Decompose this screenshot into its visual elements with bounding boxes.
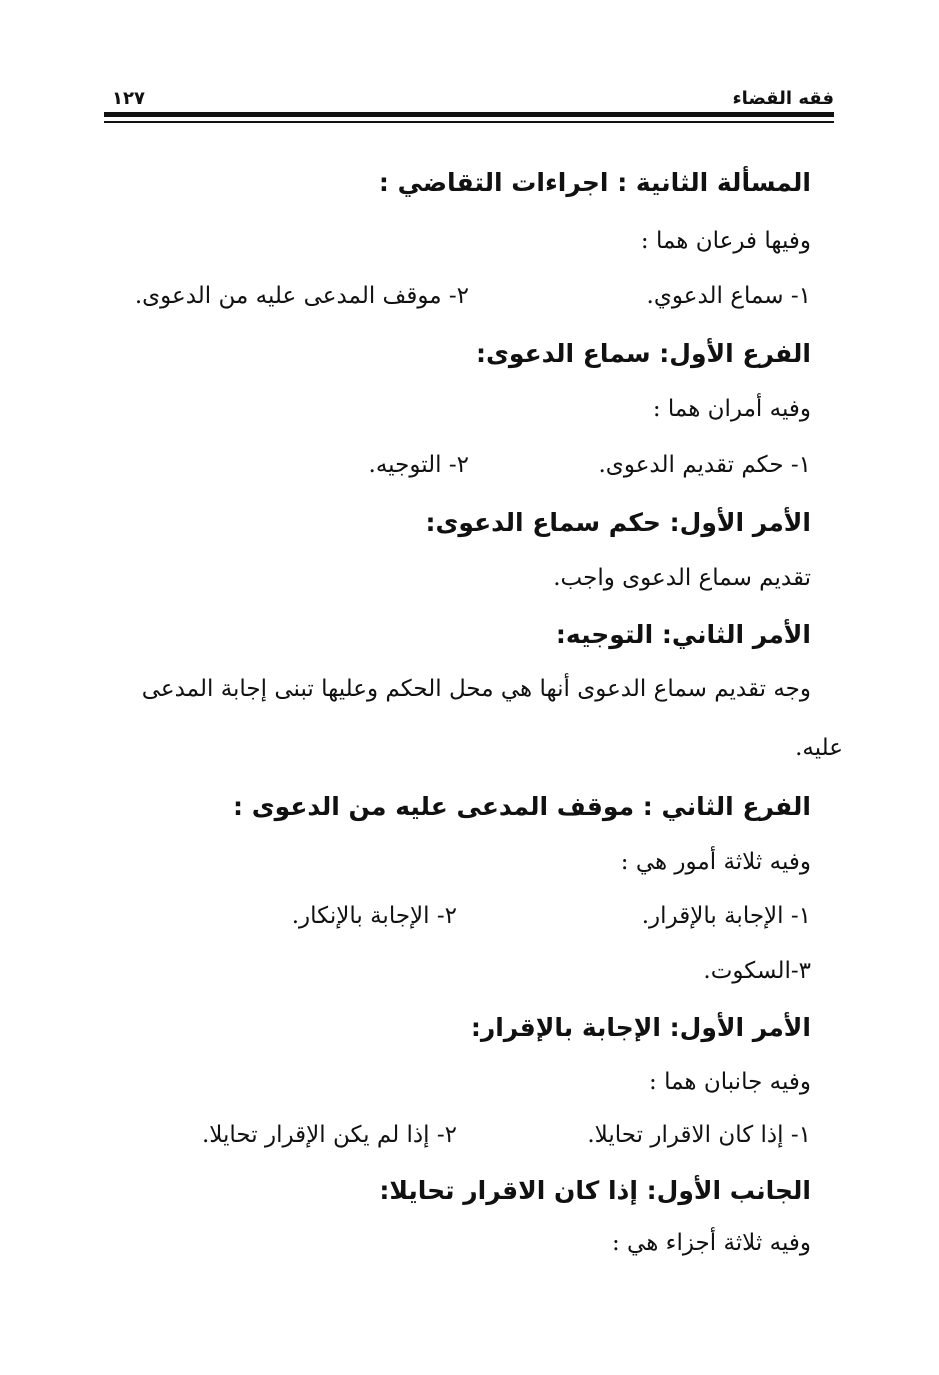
heading-issue-two: المسألة الثانية : اجراءات التقاضي :	[378, 168, 811, 197]
list-item: ٢- إذا لم يكن الإقرار تحايلا.	[201, 1122, 457, 1148]
paragraph: وفيها فرعان هما :	[640, 228, 811, 254]
paragraph: وفيه ثلاثة أجزاء هي :	[611, 1230, 811, 1256]
heading-branch-two: الفرع الثاني : موقف المدعى عليه من الدعوى :	[233, 792, 811, 821]
heading-matter-two: الأمر الثاني: التوجيه:	[555, 620, 811, 649]
list-item: ١- سماع الدعوي.	[646, 283, 811, 309]
list-item: ١- إذا كان الاقرار تحايلا.	[587, 1122, 811, 1148]
heading-branch-one: الفرع الأول: سماع الدعوى:	[476, 339, 811, 368]
paragraph-continuation: عليه.	[795, 735, 843, 761]
page-number: ١٢٧	[112, 88, 145, 109]
list-item: ٢- التوجيه.	[368, 452, 469, 478]
heading-matter-one: الأمر الأول: حكم سماع الدعوى:	[425, 508, 811, 537]
paragraph: تقديم سماع الدعوى واجب.	[553, 565, 811, 591]
paragraph: وفيه أمران هما :	[652, 396, 811, 422]
header-title: فقه القضاء	[732, 88, 834, 109]
paragraph: وجه تقديم سماع الدعوى أنها هي محل الحكم وعليها تبنى إجابة المدعى	[141, 676, 811, 702]
heading-aspect-one: الجانب الأول: إذا كان الاقرار تحايلا:	[379, 1176, 811, 1205]
running-header	[104, 88, 834, 110]
header-rule-thick	[104, 112, 834, 117]
list-item: ٣-السكوت.	[703, 958, 811, 984]
paragraph: وفيه ثلاثة أمور هي :	[620, 849, 811, 875]
paragraph: وفيه جانبان هما :	[649, 1069, 811, 1095]
list-item: ١- الإجابة بالإقرار.	[641, 903, 811, 929]
header-rule-thin	[104, 121, 834, 123]
list-item: ٢- الإجابة بالإنكار.	[291, 903, 457, 929]
list-item: ٢- موقف المدعى عليه من الدعوى.	[134, 283, 469, 309]
list-item: ١- حكم تقديم الدعوى.	[598, 452, 811, 478]
heading-matter-one-b: الأمر الأول: الإجابة بالإقرار:	[470, 1013, 811, 1042]
